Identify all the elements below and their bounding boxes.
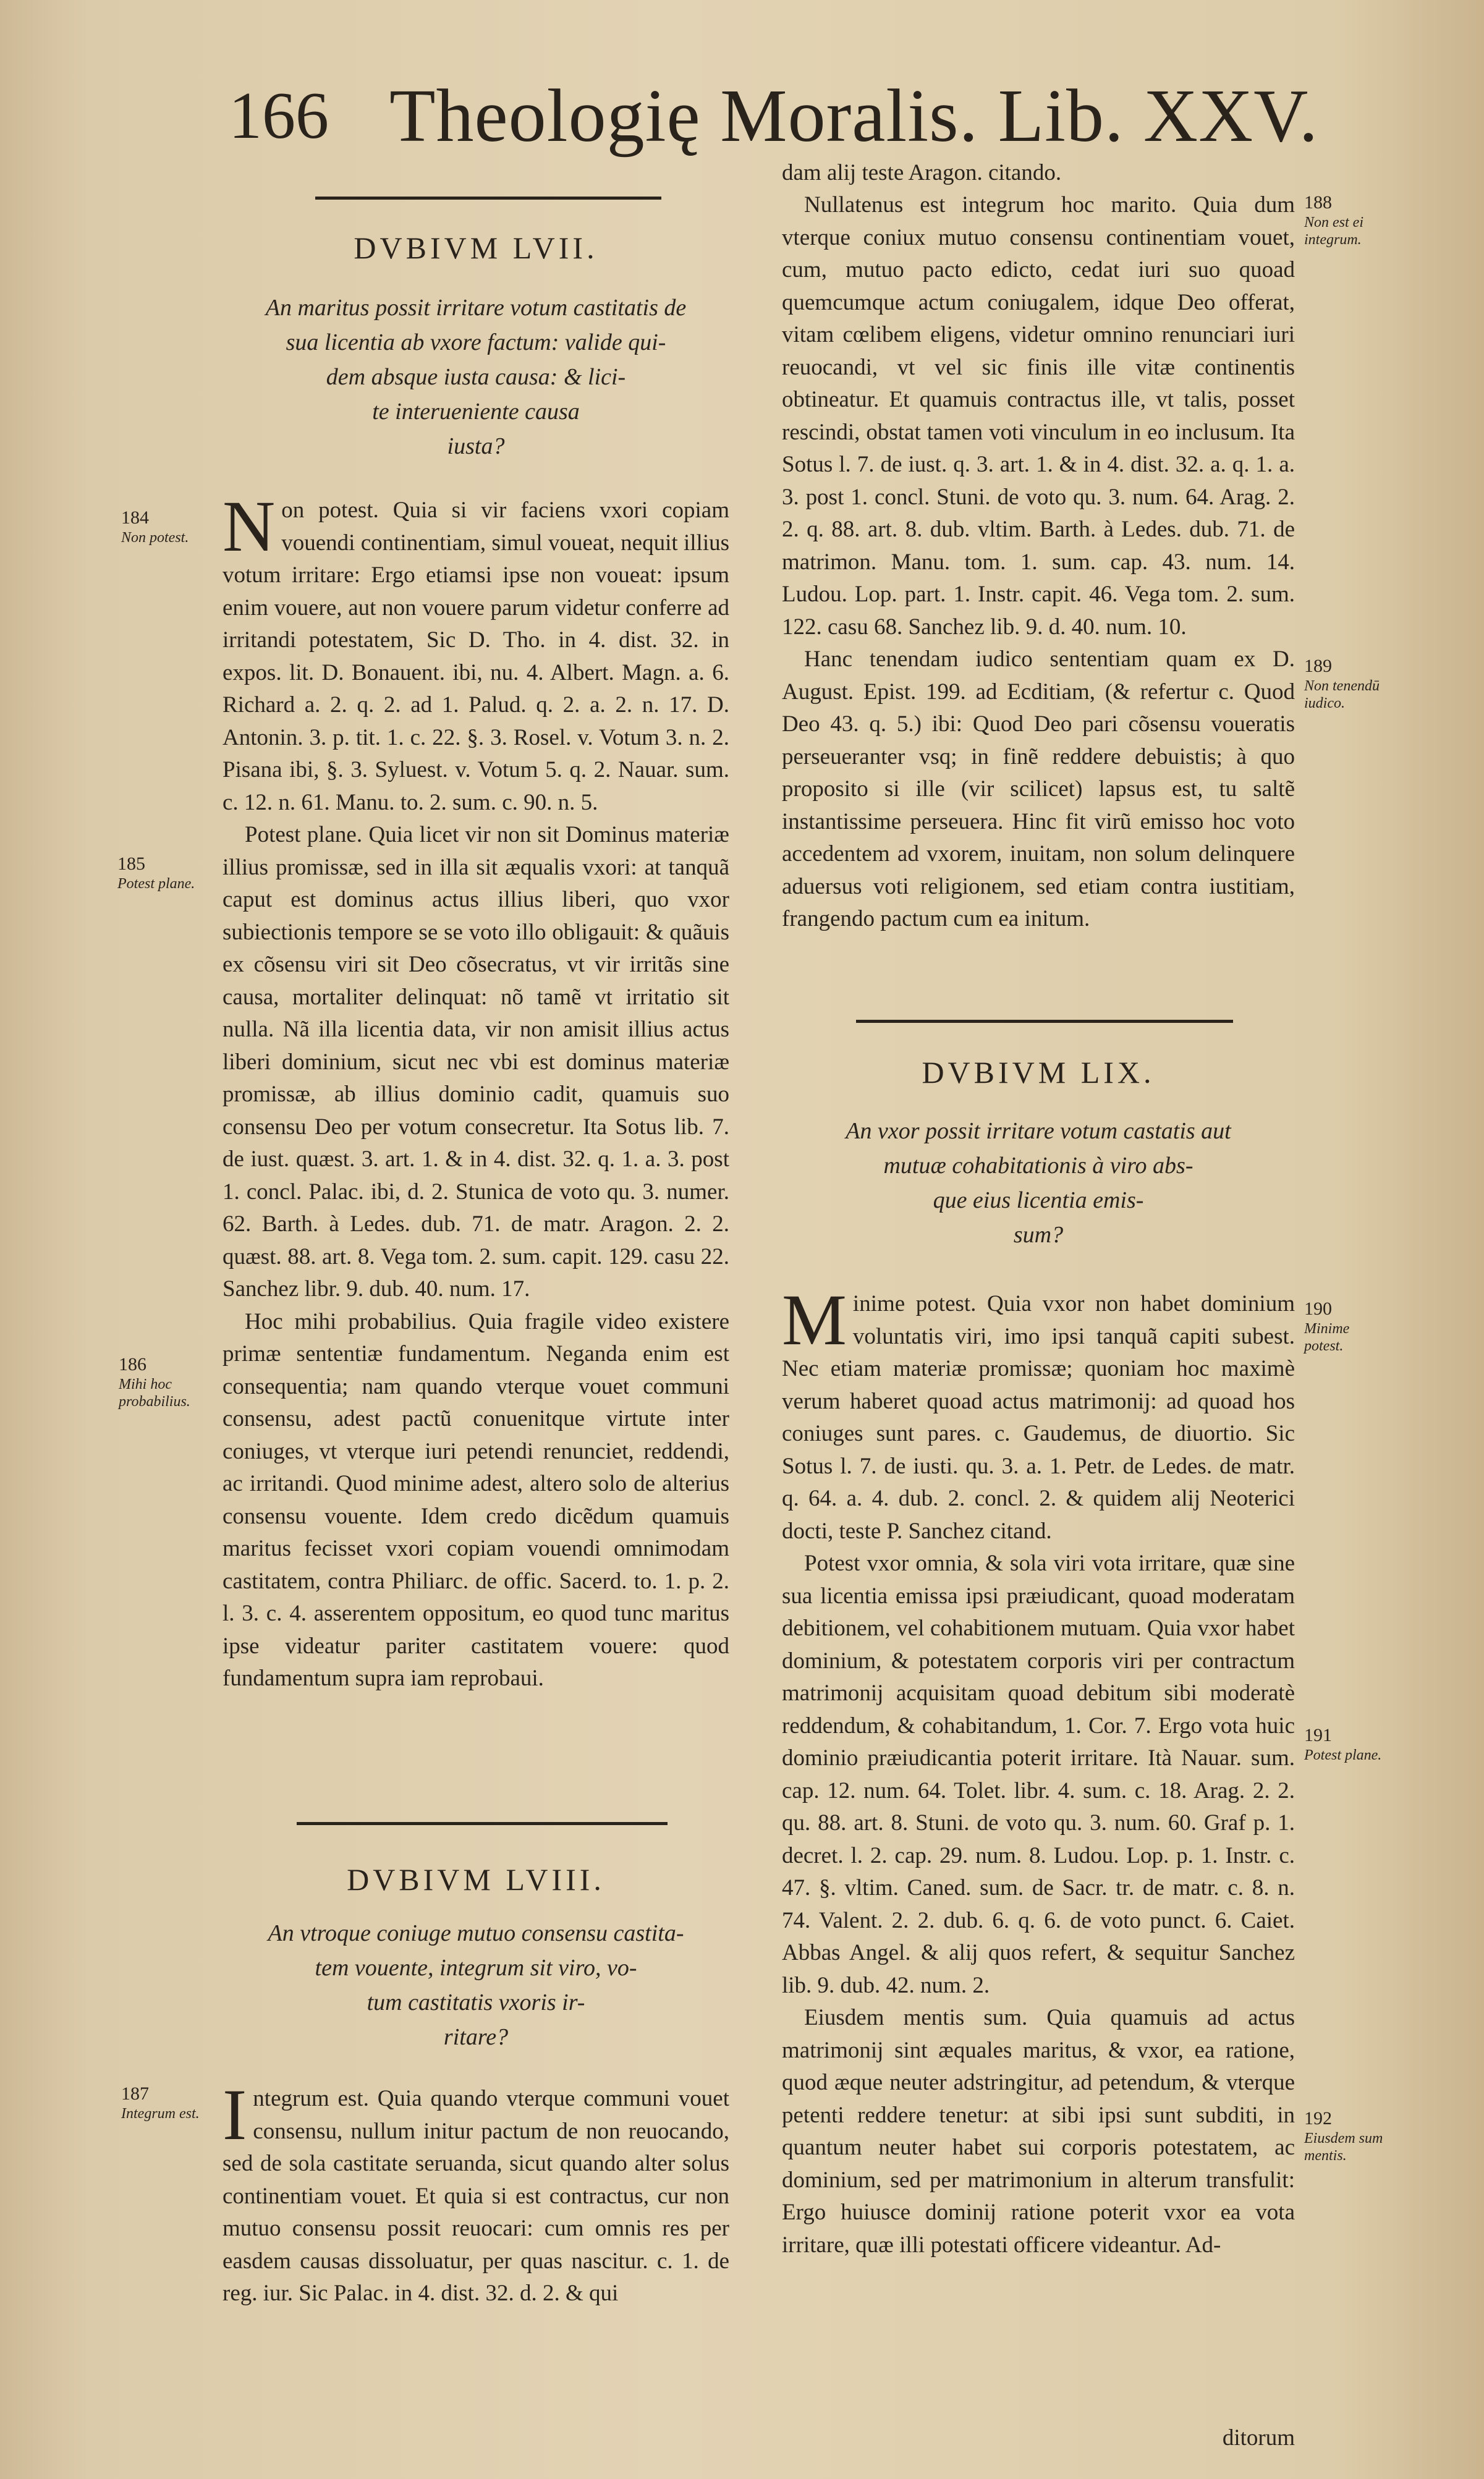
drop-cap: I bbox=[223, 2074, 247, 2155]
catchword: ditorum bbox=[1222, 2425, 1295, 2451]
margin-note bbox=[121, 507, 208, 546]
paragraph-text: inime potest. Quia vxor non habet dominium voluntatis viri, imo ipsi tanquã capiti subest. Nec etiam materiæ promissæ; quoniam hoc maximè verum haberet quoad actus matrimonij: ad quoad hos coniuges sunt pares. c. Gaudemus, de diuortio. Sic Sotus l. 7. de iusti. qu. 3. a. 1. Petr. de Ledes. de matr. q. 64. a. 4. dub. 2. concl. 2. & quidem alij Neoterici docti, teste P. Sanchez citand. bbox=[782, 1291, 1295, 1544]
margin-number: 188 bbox=[1304, 192, 1332, 213]
dubium-heading: DVBIVM LIX. bbox=[922, 1055, 1155, 1090]
margin-text: Potest plane. bbox=[1304, 1747, 1382, 1763]
paragraph: Hoc mihi probabilius. Quia fragile video existere primæ sententiæ fundamentum. Neganda enim est consequentia; nam quando vterque vouet communi consensu, adest pactũ conuenitque virtute inter coniuges, vt vterque iuri petendi renunciet, reddendi, ac irritandi. Quod minime adest, altero solo de alterius consensu vouente. Idem credo dicẽdum quamuis maritus fecisset vxori copiam vouendi omnimodam castitatem, contra Philiarc. de offic. Sacerd. to. 1. p. 2. l. 3. c. 4. asserentem oppositum, eo quod tunc maritus ipse videatur pariter castitatem vouere: quod fundamentum supra iam reprobaui. bbox=[223, 1308, 729, 1691]
dubium-question: An vtroque coniuge mutuo consensu castita- tem vouente, integrum sit viro, vo- tum castitatis vxoris ir- ritare? bbox=[268, 1920, 684, 2050]
running-title: Theologię Moralis. Lib. XXV. bbox=[389, 74, 1319, 158]
section-rule bbox=[315, 197, 661, 200]
dubium-heading: DVBIVM LVII. bbox=[354, 231, 598, 265]
margin-number: 184 bbox=[121, 507, 149, 528]
paragraph: Potest vxor omnia, & sola viri vota irritare, quæ sine sua licentia emissa ipsi præiudicant, quoad moderatam debitionem, vel cohabitionem mutuam. Quia vxor habet dominium, & potestatem corporis viri per contractum matrimonij acquisitam quoad debitum sibi moderatè reddendum, & cohabitandum, 1. Cor. 7. Ergo vota huic dominio præiudicantia poterit irritare. Ità Nauar. sum. cap. 12. num. 64. Tolet. libr. 4. sum. c. 18. Arag. 2. 2. qu. 88. art. 8. Stuni. de voto qu. 3. num. 60. Graf p. 1. decret. l. 2. cap. 29. num. 8. Ludou. Lop. p. 1. Instr. c. 47. §. vltim. Caned. sum. de Sacr. tr. de matr. c. 8. n. 74. Valent. 2. 2. dub. 6. q. 6. de voto punct. 6. Caiet. Abbas Angel. & alij quos refert, & sequitur Sanchez lib. 9. dub. 42. num. 2. bbox=[782, 1551, 1295, 1998]
margin-note bbox=[1304, 1298, 1391, 1355]
margin-note bbox=[119, 1354, 205, 1410]
paragraph-text: on potest. Quia si vir faciens vxori copiam vouendi continentiam, simul voueat, nequit illius votum irritare: Ergo etiamsi ipse non voueat: ipsum enim vouere, aut non vouere parum videtur conferre ad irritandi potestatem, Sic D. Tho. in 4. dist. 32. in expos. lit. D. Bonauent. ibi, nu. 4. Albert. Magn. a. 6. Richard a. 2. q. 2. ad 1. Palud. q. 2. a. 2. n. 17. D. Antonin. 3. p. tit. 1. c. 22. §. 3. Rosel. v. Votum 3. n. 2. Pisana ibi, §. 3. Syluest. v. Votum 5. q. 2. Nauar. sum. c. 12. n. 61. Manu. to. 2. sum. c. 90. n. 5. bbox=[223, 498, 729, 815]
drop-cap: N bbox=[223, 486, 276, 567]
margin-number: 187 bbox=[121, 2083, 149, 2104]
margin-note bbox=[1304, 655, 1391, 712]
margin-number: 185 bbox=[117, 854, 145, 874]
margin-number: 192 bbox=[1304, 2108, 1332, 2129]
dubium-body bbox=[223, 486, 729, 1695]
margin-text: Integrum est. bbox=[121, 2106, 200, 2122]
paragraph bbox=[223, 2074, 729, 2310]
margin-text: Eiusdem sum mentis. bbox=[1304, 2130, 1383, 2164]
margin-text: Minime potest. bbox=[1304, 1321, 1350, 1354]
paragraph bbox=[782, 1279, 1295, 1548]
column-continuation: dam alij teste Aragon. citando. bbox=[782, 160, 1062, 185]
dubium-heading: DVBIVM LVIII. bbox=[347, 1862, 605, 1897]
margin-number: 190 bbox=[1304, 1299, 1332, 1319]
paragraph-text: ntegrum est. Quia quando vterque communi vouet consensu, nullum initur pactum de non reuocando, sed de sola castitate seruanda, sicut quando alter solus continentiam vouet. Et quia si est contractus, cur non mutuo consensu possit reuocari: cum omnis res per easdem causas dissoluatur, per quas nascitur. c. 1. de reg. iur. Sic Palac. in 4. dist. 32. d. 2. & qui bbox=[223, 2086, 729, 2306]
dubium-question: An maritus possit irritare votum castitatis de sua licentia ab vxore factum: valide qui- dem absque iusta causa: & lici- te interueniente causa iusta? bbox=[265, 295, 687, 459]
margin-text: Mihi hoc probabilius. bbox=[119, 1376, 190, 1410]
running-header bbox=[185, 73, 1319, 159]
section-rule bbox=[297, 1822, 668, 1825]
margin-note bbox=[121, 2083, 208, 2122]
dubium-question: An vxor possit irritare votum castatis aut mutuæ cohabitationis à viro abs- que eius licentia emis- sum? bbox=[846, 1118, 1231, 1248]
paragraph: Hanc tenendam iudico sententiam quam ex D. August. Epist. 199. ad Ecditiam, (& refertur c. Quod Deo 43. q. 5.) ibi: Quod Deo pari cõsensu voueratis perseueranter vsq; in finẽ reddere debuistis; à quo proposito si ille (vir scilicet) lapsus est, tu saltẽ instantissime perseuera. Hinc fit virũ emisso hoc voto accedentem ad vxorem, inuitam, non solum delinquere aduersus voti religionem, sed etiam contra iustitiam, frangendo pactum cum ea initum. bbox=[782, 646, 1295, 931]
dubium-body bbox=[223, 2074, 729, 2310]
paragraph: Potest plane. Quia licet vir non sit Dominus materiæ illius promissæ, sed in illa sit æqualis vxori: at tanquã caput est dominus actus illius liberi, quo vxor subiectionis tempore se se voto illo obligauit: & quãuis ex cõsensu viri sit Deo cõsecratus, vt vir irritãs sine causa, mortaliter delinquat: nõ tamẽ vt irritatio sit nulla. Nã illa licentia data, vir non amisit illius actus liberi dominium, sicut nec vbi est dominus materiæ promissæ, ab illius dominio cadit, quamuis suo consensu Deo per votum consecretur. Ita Sotus lib. 7. de iust. quæst. 3. art. 1. & in 4. dist. 32. q. 1. a. 3. post 1. concl. Palac. ibi, d. 2. Stunica de voto qu. 3. numer. 62. Barth. à Ledes. dub. 71. de matr. Aragon. 2. 2. quæst. 88. art. 8. Vega tom. 2. sum. capit. 129. casu 22. Sanchez libr. 9. dub. 40. num. 17. bbox=[223, 822, 729, 1302]
page-number: 166 bbox=[229, 79, 329, 153]
margin-number: 189 bbox=[1304, 656, 1332, 676]
paragraph: Eiusdem mentis sum. Quia quamuis ad actus matrimonij sint æquales maritus, & vxor, ea ratione, quod æque neuter adstringitur, ad petendum, & vterque petenti reddere tenetur: at sibi ipsi sunt subditi, in quantum neuter habet sui corporis potestatem, ac dominium, sed per matrimonium in alterum transfulit: Ergo huiusce dominij ratione poterit vxor ea vota irritare, quæ illi potestati officere videantur. Ad- bbox=[782, 2005, 1295, 2258]
dubium-body bbox=[782, 189, 1295, 936]
margin-note bbox=[1304, 2108, 1391, 2164]
margin-text: Non tenendū iudico. bbox=[1304, 678, 1380, 711]
margin-note bbox=[1304, 192, 1391, 248]
dubium-body bbox=[782, 1279, 1295, 2261]
paragraph bbox=[223, 486, 729, 819]
drop-cap: M bbox=[782, 1279, 847, 1360]
margin-number: 186 bbox=[119, 1354, 146, 1375]
paragraph: Nullatenus est integrum hoc marito. Quia dum vterque coniux mutuo consensu continentiam vouet, cum, mutuo pacto edicto, cedat iuri suo quoad quemcumque actum coniugalem, idque Deo offerat, vitam cœlibem eligens, videtur omnino renunciari iuri reuocandi, vt vel sic finis ille vitæ continentis obtineatur. Et quamuis contractus ille, vt talis, posset rescindi, obstat tamen voti vinculum in eo inclusum. Ita Sotus l. 7. de iust. q. 3. art. 1. & in 4. dist. 32. a. q. 1. a. 3. post 1. concl. Stuni. de voto qu. 3. num. 64. Arag. 2. 2. q. 88. art. 8. dub. vltim. Barth. à Ledes. dub. 71. de matrimon. Manu. tom. 1. sum. cap. 43. num. 14. Ludou. Lop. part. 1. Instr. capit. 46. Vega tom. 2. sum. 122. casu 68. Sanchez lib. 9. d. 40. num. 10. bbox=[782, 192, 1295, 640]
margin-note bbox=[117, 853, 204, 892]
margin-text: Non potest. bbox=[121, 530, 189, 546]
margin-note bbox=[1304, 1724, 1391, 1764]
section-rule bbox=[856, 1020, 1233, 1023]
margin-number: 191 bbox=[1304, 1725, 1332, 1745]
margin-text: Non est ei integrum. bbox=[1304, 214, 1363, 248]
margin-text: Potest plane. bbox=[117, 876, 195, 892]
